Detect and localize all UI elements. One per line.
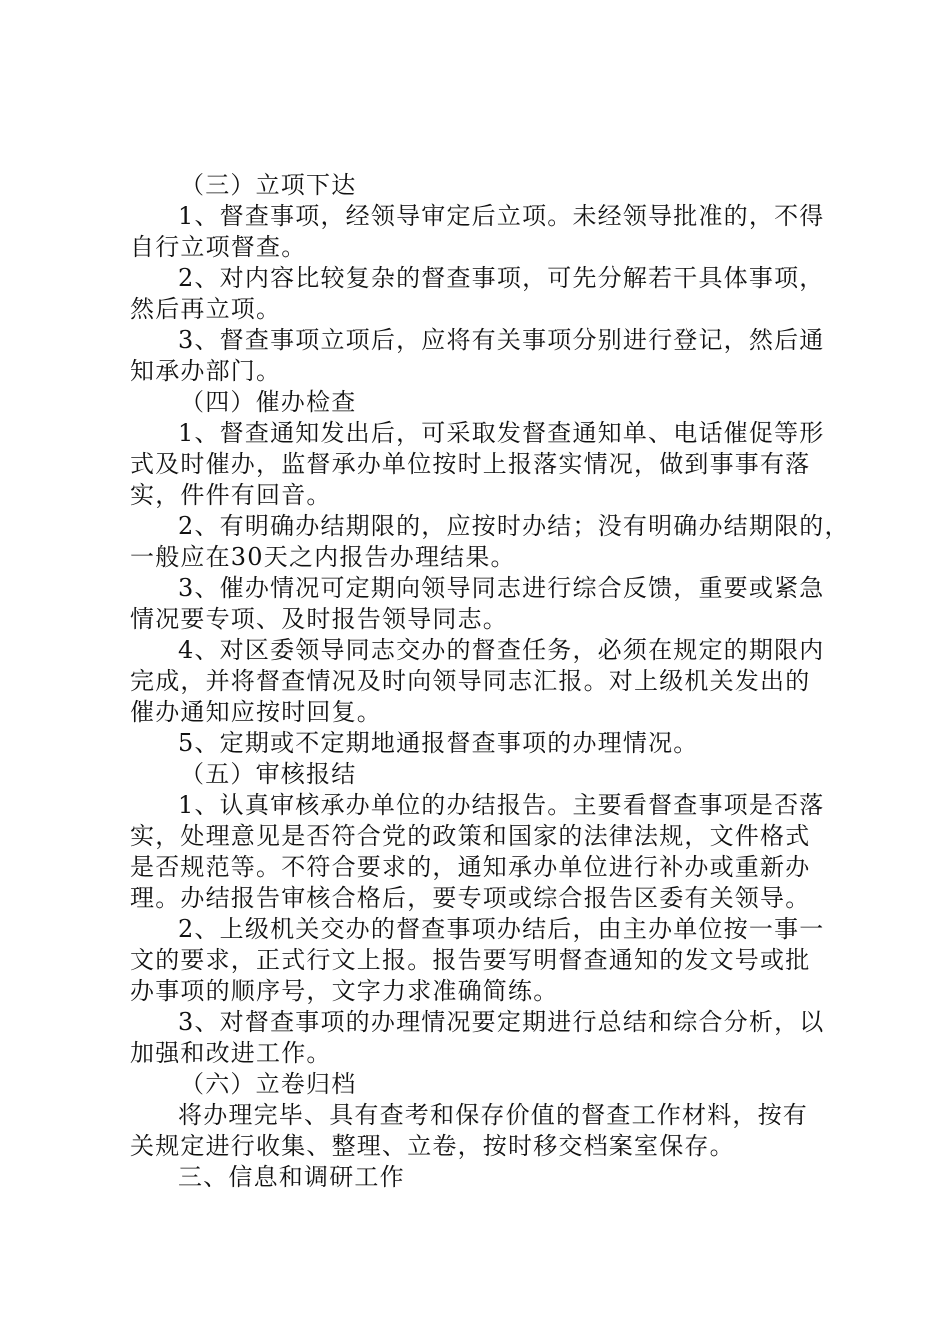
paragraph-line: 1、认真审核承办单位的办结报告。主要看督查事项是否落 <box>178 791 825 819</box>
paragraph-line: 完成，并将督查情况及时向领导同志汇报。对上级机关发出的 <box>130 667 811 695</box>
paragraph-line: 关规定进行收集、整理、立卷，按时移交档案室保存。 <box>130 1132 735 1160</box>
paragraph-line: 然后再立项。 <box>130 295 282 323</box>
paragraph-line: 5、定期或不定期地通报督查事项的办理情况。 <box>178 729 699 757</box>
paragraph-line: 加强和改进工作。 <box>130 1039 332 1067</box>
paragraph-line: 实，件件有回音。 <box>130 481 332 509</box>
paragraph-line: 情况要专项、及时报告领导同志。 <box>130 605 508 633</box>
section-heading: （三）立项下达 <box>180 171 357 199</box>
paragraph-line: 实，处理意见是否符合党的政策和国家的法律法规，文件格式 <box>130 822 811 850</box>
section-heading: （五）审核报结 <box>180 760 357 788</box>
paragraph-line: 1、督查通知发出后，可采取发督查通知单、电话催促等形 <box>178 419 825 447</box>
paragraph-line: 3、催办情况可定期向领导同志进行综合反馈，重要或紧急 <box>178 574 825 602</box>
paragraph-line: 2、上级机关交办的督查事项办结后，由主办单位按一事一 <box>178 915 825 943</box>
paragraph-line: 1、督查事项，经领导审定后立项。未经领导批准的，不得 <box>178 202 825 230</box>
chapter-heading: 三、信息和调研工作 <box>178 1163 405 1191</box>
paragraph-line: 办事项的顺序号，文字力求准确简练。 <box>130 977 559 1005</box>
section-heading: （四）催办检查 <box>180 388 357 416</box>
paragraph-line: 将办理完毕、具有查考和保存价值的督查工作材料，按有 <box>178 1101 808 1129</box>
paragraph-line: 自行立项督查。 <box>130 233 307 261</box>
paragraph-line: 文的要求，正式行文上报。报告要写明督查通知的发文号或批 <box>130 946 811 974</box>
paragraph-line: 3、对督查事项的办理情况要定期进行总结和综合分析，以 <box>178 1008 825 1036</box>
paragraph-line: 3、督查事项立项后，应将有关事项分别进行登记，然后通 <box>178 326 825 354</box>
paragraph-line: 4、对区委领导同志交办的督查任务，必须在规定的期限内 <box>178 636 825 664</box>
paragraph-line: 知承办部门。 <box>130 357 282 385</box>
paragraph-line: 式及时催办，监督承办单位按时上报落实情况，做到事事有落 <box>130 450 811 478</box>
document-body <box>130 170 850 1193</box>
paragraph-line: 一般应在30天之内报告办理结果。 <box>130 543 516 571</box>
paragraph-line: 催办通知应按时回复。 <box>130 698 382 726</box>
paragraph-line: 2、对内容比较复杂的督查事项，可先分解若干具体事项， <box>178 264 825 292</box>
paragraph-line: 理。办结报告审核合格后，要专项或综合报告区委有关领导。 <box>130 884 811 912</box>
section-heading: （六）立卷归档 <box>180 1070 357 1098</box>
paragraph-line: 2、有明确办结期限的，应按时办结；没有明确办结期限的， <box>178 512 850 540</box>
paragraph-line: 是否规范等。不符合要求的，通知承办单位进行补办或重新办 <box>130 853 811 881</box>
